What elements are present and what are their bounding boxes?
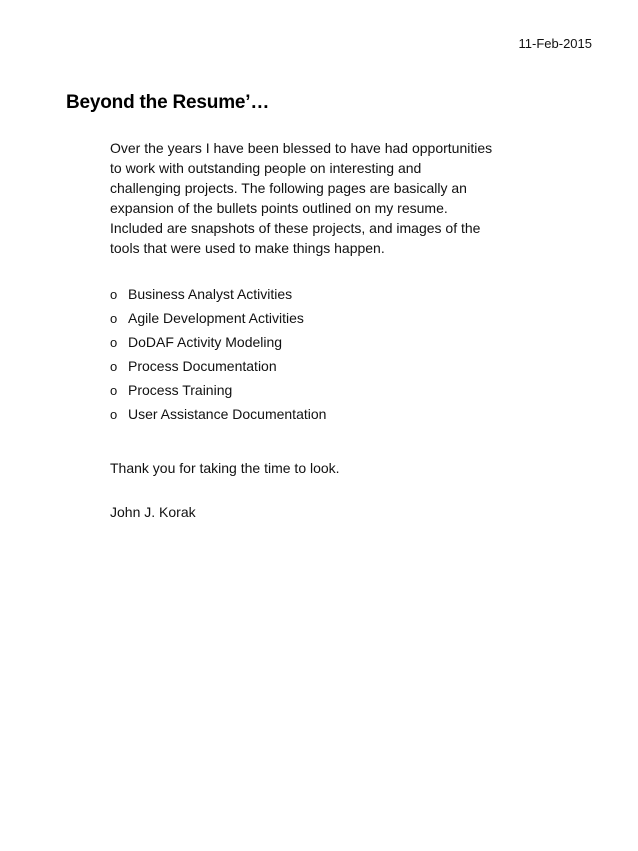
activity-list <box>110 284 530 428</box>
intro-line: challenging projects. The following pages are basically an <box>110 180 467 196</box>
bullet-circle-icon: o <box>110 359 118 374</box>
thanks-text: Thank you for taking the time to look. <box>110 460 340 476</box>
list-item <box>110 380 530 404</box>
list-item <box>110 332 530 356</box>
intro-line: Included are snapshots of these projects, and images of the <box>110 220 481 236</box>
list-item <box>110 284 530 308</box>
bullet-circle-icon: o <box>110 407 118 422</box>
bullet-circle-icon: o <box>110 287 118 302</box>
bullet-circle-icon: o <box>110 335 118 350</box>
list-item <box>110 404 530 428</box>
document-date: 11-Feb-2015 <box>518 36 592 51</box>
list-item-label: User Assistance Documentation <box>128 406 327 422</box>
list-item-label: Process Training <box>128 382 233 398</box>
intro-line: tools that were used to make things happen. <box>110 240 385 256</box>
list-item <box>110 308 530 332</box>
list-item-label: DoDAF Activity Modeling <box>128 334 283 350</box>
intro-paragraph <box>110 138 530 258</box>
page-title: Beyond the Resume’… <box>66 92 270 113</box>
list-item-label: Business Analyst Activities <box>128 286 293 302</box>
bullet-circle-icon: o <box>110 311 118 326</box>
list-item-label: Process Documentation <box>128 358 277 374</box>
intro-line: expansion of the bullets points outlined on my resume. <box>110 200 448 216</box>
signature-name: John J. Korak <box>110 504 196 520</box>
list-item-label: Agile Development Activities <box>128 310 304 326</box>
intro-line: Over the years I have been blessed to have had opportunities <box>110 140 493 156</box>
list-item <box>110 356 530 380</box>
document-body <box>110 138 530 522</box>
intro-line: to work with outstanding people on interesting and <box>110 160 422 176</box>
bullet-circle-icon: o <box>110 383 118 398</box>
